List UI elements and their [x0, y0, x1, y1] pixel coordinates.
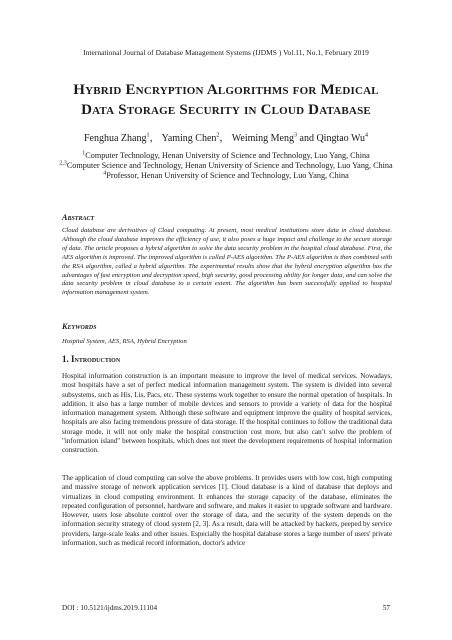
journal-header: International Journal of Database Management Systems (IJDMS ) Vol.11, No.1, February 2019	[83, 48, 369, 57]
affiliation	[52, 171, 400, 181]
author-sup: 3	[294, 132, 297, 139]
author-sup: 1	[146, 132, 150, 139]
affiliation-text: Professor, Henan University of Science and Technology, Luo Yang, China	[106, 171, 349, 180]
introduction-heading: 1. Introduction	[62, 354, 121, 364]
author-separator: and	[297, 133, 317, 144]
keywords-heading: Keywords	[62, 322, 97, 331]
author-name: Qingtao Wu	[316, 133, 366, 144]
author-name: Fenghua Zhang	[83, 133, 147, 144]
abstract-text: Cloud database are derivatives of Cloud computing. At present, most medical institutions store data in cloud database. Although the cloud database improves the efficiency of use, it also poses a huge impact and challenge to the secure storage of data. The article proposes a hybrid algorithm to solve the data security problem in the hospital cloud database. First, the AES algorithm is improved. The improved algorithm is called P-AES algorithm. The P-AES algorithm is then combined with the RSA algorithm, called a hybrid algorithm. The experimental results show that the hybrid encryption algorithm has the advantages of fast encryption and decryption speed, high security, good processing ability for longer data, and can solve the data security problem in cloud database to a certain extent. The algorithm has been successfully applied to hospital information management system.	[62, 227, 392, 297]
abstract-heading: Abstract	[62, 213, 95, 222]
author-sup: 4	[365, 132, 369, 139]
doi: DOI : 10.5121/ijdms.2019.11104	[62, 604, 158, 612]
affiliations	[52, 151, 400, 181]
title-line-2: Data Storage Security in Cloud Database	[81, 102, 371, 118]
introduction-paragraph-2: The application of cloud computing can solve the above problems. It provides users with low cost, high computing and massive storage of network application services [1]. Cloud database is a kind of database that deploys and virtualizes in cloud computing environment. It enhances the storage capacity of the database, eliminates the repeated configuration of personnel, hardware and software, and makes it easier to upgrade software and hardware. However, users lose absolute control over the storage of data, and the security of the system depends on the information security strategy of cloud system [2, 3]. As a result, data will be attacked by hackers, peeped by service providers, large-scale leaks and other issues. Especially the hospital database stores a large number of users' private information, such as medical record information, doctor's advice	[62, 474, 392, 547]
author-separator: ，	[149, 133, 160, 144]
paper-title	[40, 80, 412, 120]
affiliation	[52, 151, 400, 161]
author-name: Weiming Meng	[231, 133, 294, 144]
title-line-1: Hybrid Encryption Algorithms for Medical	[73, 82, 379, 98]
page-number: 57	[382, 604, 390, 612]
affiliation-sup: 4	[103, 170, 107, 177]
affiliation-sup: 1	[82, 150, 86, 157]
affiliation-sup: 2,3	[59, 160, 67, 167]
affiliation-text: Computer Technology, Henan University of Science and Technology, Luo Yang, China	[85, 151, 370, 160]
author-list	[30, 129, 422, 144]
author-name: Yaming Chen	[161, 133, 217, 144]
introduction-paragraph-1: Hospital information construction is an important measure to improve the level of medical services. Nowadays, most hospitals have a set of perfect medical information management system. The system is divided into several subsystems, such as His, Lis, Pacs, etc. These systems work together to ensure the normal operation of hospitals. In addition, it also has a large number of mobile devices and sensors to provide a variety of data for the hospital information management system. Although these software and equipment improve the quality of hospital services, hospitals are also facing tremendous pressure of data storage. If the hospital continues to follow the traditional data storage mode, it will not only make the hospital construction cost more, but also can’t solve the problem of "information island" between hospitals, which does not meet the development requirements of hospital information construction.	[62, 372, 392, 454]
author-separator: ，	[219, 133, 230, 144]
affiliation-text: Computer Science and Technology, Henan University of Science and Technology, Luo Yang, China	[66, 161, 393, 170]
author-sup: 2	[216, 132, 220, 139]
keywords-text: Hospital System, AES, RSA, Hybrid Encryption	[62, 338, 187, 345]
